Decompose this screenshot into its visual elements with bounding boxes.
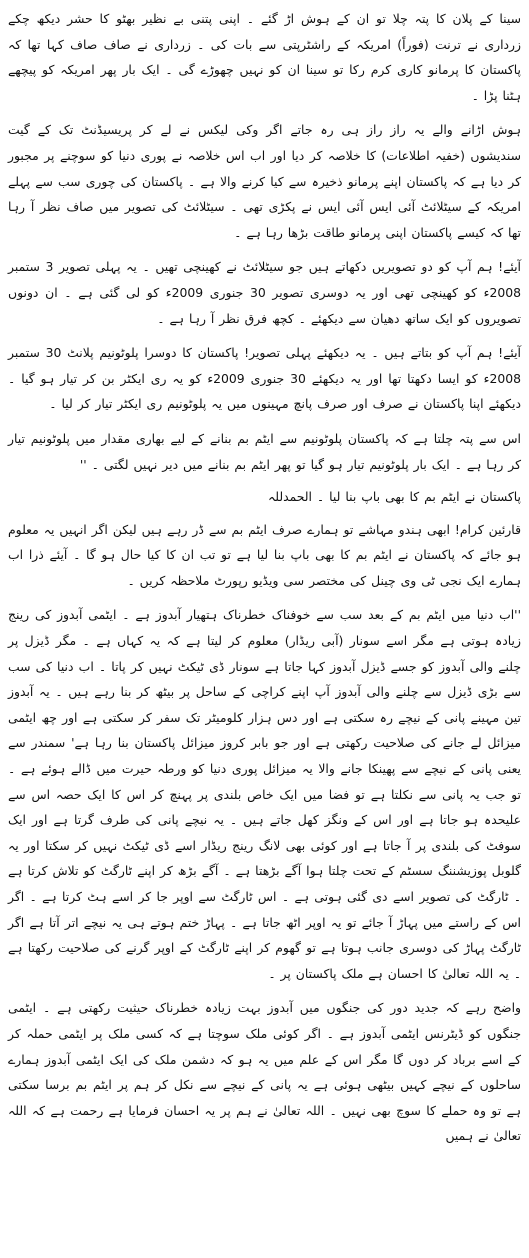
paragraph-3: آیئے! ہم آپ کو دو تصویریں دکھاتے ہیں جو سیٹلائٹ نے کھینچی تھیں ۔ یہ پہلی تصویر 3 ستمبر 2008ء کو کھینچی تھی اور یہ دوسری تصویر 30 جنوری 2009ء کو لی گئی ہے ۔ ان دونوں تصویروں کو ایک ساتھ دھیان سے دیکھئے ۔ کچھ فرق نظر آ رہا ہے ۔ [8, 259, 522, 326]
paragraph-7: قارئین کرام! ابھی ہندو مہاشے تو ہمارے صرف ایٹم بم سے ڈر رہے ہیں لیکن اگر انہیں یہ معلوم ہو جائے کہ پاکستان نے ایٹم بم کا بھی باپ بنا لیا ہے تو تب ان کا کیا حال ہو گا ۔ آیئے ذرا اب ہمارے ایک نجی ٹی وی چینل کی مختصر سی ویڈیو رپورٹ ملاحظہ کریں ۔ [8, 521, 521, 588]
paragraph-1: سینا کے پلان کا پتہ چلا تو ان کے ہوش اڑ گئے ۔ اپنی پتنی بے نظیر بھٹو کا حشر دیکھ چکے زرداری نے ترنت (فوراً) امریکہ کے راشٹرپتی سے بات کی ۔ زرداری نے صاف صاف کہا تھا کہ پاکستان کا پرمانو کاری کرم رکا تو سینا ان کو نہیں چھوڑے گی ۔ ایک بار پھر امریکہ کو پیچھے ہٹنا پڑا ۔ [8, 11, 521, 103]
paragraph-4: آیئے! ہم آپ کو بتاتے ہیں ۔ یہ دیکھئے پہلی تصویر! پاکستان کا دوسرا پلوٹونیم پلانٹ 30 ستمبر 2008ء کو ایسا دکھتا تھا اور یہ دیکھئے 30 جنوری 2009ء کو یہ ری ایکٹر بن کر تیار ہو گیا ۔ دیکھئے اپنا پاکستان نے صرف اور صرف پانچ مہینوں میں یہ پلوٹونیم ری ایکٹر تیار کر لیا ۔ [8, 345, 522, 412]
paragraph-9: واضح رہے کہ جدید دور کی جنگوں میں آبدوز بہت زیادہ خطرناک حیثیت رکھتی ہے ۔ ایٹمی جنگوں کو ڈیٹرنس ایٹمی آبدوز ہے ۔ اگر کوئی ملک سوچتا ہے کہ کسی ملک پر ایٹمی حملہ کر کے اسے برباد کر دوں گا مگر اس کے علم میں یہ ہو کہ دشمن ملک کی ایک ایٹمی آبدوز ہمارے ساحلوں کے نیچے کہیں بیٹھی ہوئی ہے یہ پانی کے نیچے سے نکل کر ہم پر ایٹم بم برسا سکتی ہے تو وہ حملے کا سوچ بھی نہیں ۔ اللہ تعالیٰ نے ہم پر یہ احسان فرمایا ہے رحمت ہے کہ اللہ تعالیٰ نے ہمیں [8, 1000, 521, 1144]
paragraph-2: ہوش اڑانے والے یہ راز راز ہی رہ جاتے اگر وکی لیکس نے لے کر پریسیڈنٹ تک کے گیت سندیشوں (خفیہ اطلاعات) کا خلاصہ کر دیا اور اب اس خلاصہ نے پوری دنیا کو سوچنے پر مجبور کر دیا ہے کہ پاکستان اپنے پرمانو ذخیرہ سے کیا کرنے والا ہے ۔ پاکستان کی چوری سب سے پہلے امریکہ کے سیٹلائٹ آئی ایس آئی ایس نے پکڑی تھی ۔ سیٹلائٹ کی تصویر میں صاف نظر آ رہا تھا کہ کیسے پاکستان اپنی پرمانو طاقت بڑھا رہا ہے ۔ [8, 122, 521, 240]
paragraph-5: اس سے پتہ چلتا ہے کہ پاکستان پلوٹونیم سے ایٹم بم بنانے کے لیے بھاری مقدار میں پلوٹونیم تیار کر رہا ہے ۔ ایک بار پلوٹونیم تیار ہو گیا تو پھر ایٹم بم بنانے میں دیر نہیں لگتی ۔ '' [8, 430, 521, 472]
paragraph-8: ''اب دنیا میں ایٹم بم کے بعد سب سے خوفناک خطرناک ہتھیار آبدوز ہے ۔ ایٹمی آبدوز کی رینج زیادہ ہوتی ہے مگر اسے سونار (آبی ریڈار) معلوم کر لیتا ہے کہ یہ کہاں ہے ۔ مگر ڈیزل پر چلنے والی آبدوز کو جسے ڈیزل آبدوز کہا جاتا ہے سونار ڈی ٹیکٹ نہیں کر پاتا ۔ اب دنیا کی سب سے بڑی ڈیزل سے چلنے والی آبدوز آپ اپنے کراچی کے ساحل پر بیٹھ کر بنا رہے ہیں ۔ یہ آبدوز تین مہینے پانی کے نیچے رہ سکتی ہے اور دس ہزار کلومیٹر تک سفر کر سکتی ہے اور چھ ایٹمی میزائل لے جانے کی صلاحیت رکھتی ہے اور جو بابر کروز میزائل پاکستان بنا رہا ہے' سمندر سے یعنی پانی کے نیچے سے پھینکا جانے والا یہ میزائل پوری دنیا کو ورطہ حیرت میں ڈالے ہوئے ہے ۔ تو جب یہ پانی سے نکلتا ہے تو فضا میں ایک خاص بلندی پر پہنچ کر اس کا ایک حصہ اس سے علیحدہ ہو جاتا ہے اور اس کے ونگز کھل جاتے ہیں ۔ یہ نیچے پانی کی طرف گرتا ہے اور ایک سوفٹ کی بلندی پر آ جاتا ہے اور کوئی بھی لانگ رینج ریڈار اسے ڈی ٹیکٹ نہیں کر سکتا اور یہ گلوبل پوزیشننگ سسٹم کے تحت چلتا ہوا آگے بڑھتا ہے ۔ آگے بڑھ کر اپنے ٹارگٹ کو تلاش کرتا ہے ۔ ٹارگٹ کی تصویر اسے دی گئی ہوتی ہے ۔ اس ٹارگٹ سے اوپر جا کر اسے ہٹ کرتا ہے ۔ اگر اس کے راستے میں پہاڑ آ جائے تو یہ اوپر اٹھ جاتا ہے ۔ پہاڑ ختم ہوتے ہی یہ نیچے اتر آتا ہے اگر ٹارگٹ پہاڑ کی دوسری جانب ہوتا ہے تو گھوم کر اپنے ٹارگٹ کے اوپر گرنے کی صلاحیت رکھتا ہے ۔ یہ اللہ تعالیٰ کا احسان ہے ملک پاکستان پر ۔ [8, 607, 521, 981]
paragraph-6: پاکستان نے ایٹم بم کا بھی باپ بنا لیا ۔ الحمدللہ [267, 489, 521, 505]
